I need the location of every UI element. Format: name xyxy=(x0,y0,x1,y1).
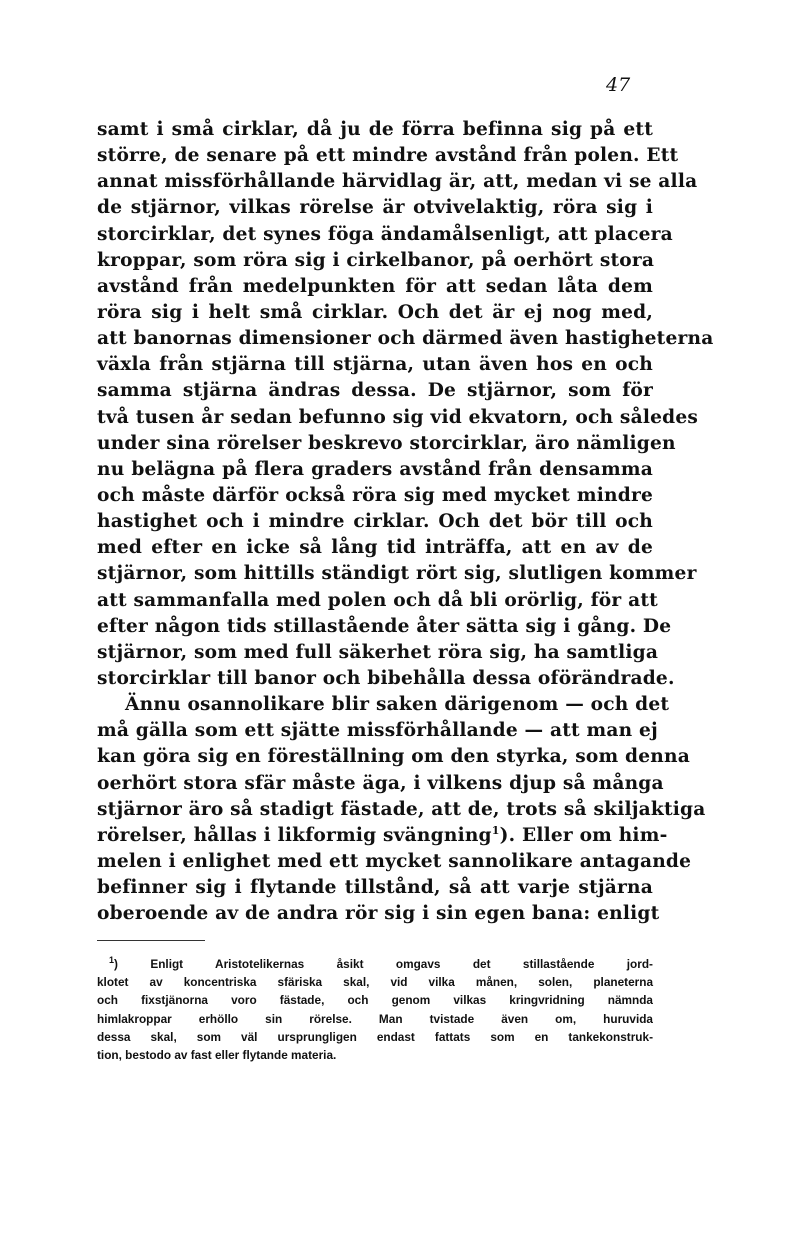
footnote-line xyxy=(97,955,653,973)
text-line: med efter en icke så lång tid inträffa, att en av de xyxy=(97,537,653,559)
text-line: samt i små cirklar, då ju de förra befinna sig på ett xyxy=(97,119,653,140)
footnote-marker: $^1$) xyxy=(109,955,118,971)
page-number: 47 xyxy=(606,74,631,96)
text-line: röra sig i helt små cirklar. Och det är ej nog med, xyxy=(97,301,653,323)
text-line: två tusen år sedan befunno sig vid ekvatorn, och således xyxy=(97,406,699,428)
text-line: kroppar, som röra sig i cirkelbanor, på oerhört stora xyxy=(97,249,655,271)
text-line: befinner sig i flytande tillstånd, så att varje stjärna xyxy=(97,877,653,899)
footnote-text: Enligt Aristotelikernas åsikt omgavs det stillastående jord- xyxy=(150,957,653,971)
text-line: avstånd från medelpunkten för att sedan låta dem xyxy=(97,275,653,297)
text-line: kan göra sig en föreställning om den styrka, som denna xyxy=(97,746,690,768)
body-text xyxy=(97,117,714,927)
text-line: att sammanfalla med polen och då bli orörlig, för att xyxy=(97,589,658,611)
text-line: efter någon tids stillastående åter sätta sig i gång. De xyxy=(97,615,672,637)
text-line-with-footnote-ref xyxy=(97,823,668,849)
text-line: oberoende av de andra rör sig i sin egen bana: enligt xyxy=(97,903,660,925)
text-line: Ännu osannolikare blir saken därigenom — och det xyxy=(125,694,670,716)
text-segment: ). Eller om him- xyxy=(499,824,668,846)
text-line: melen i enlighet med ett mycket sannolikare antagande xyxy=(97,850,692,872)
text-line: de stjärnor, vilkas rörelse är otvivelaktig, röra sig i xyxy=(97,197,653,219)
text-line: annat missförhållande härvidlag är, att, medan vi se alla xyxy=(97,171,698,193)
footnote xyxy=(97,955,653,1064)
footnote-reference[interactable]: 1 xyxy=(491,823,500,837)
footnote-line: tion, bestodo av fast eller flytande materia. xyxy=(97,1047,337,1062)
text-line: hastighet och i mindre cirklar. Och det bör till och xyxy=(97,511,653,533)
text-line: växla från stjärna till stjärna, utan även hos en och xyxy=(97,354,653,376)
footnote-line: och fixstjänorna voro fästade, och genom vilkas kringvridning nämnda xyxy=(97,993,653,1008)
text-line: samma stjärna ändras dessa. De stjärnor, som för xyxy=(97,380,653,402)
text-line: må gälla som ett sjätte missförhållande — att man ej xyxy=(97,720,658,742)
text-line: större, de senare på ett mindre avstånd från polen. Ett xyxy=(97,145,679,167)
text-line: stjärnor, som hittills ständigt rört sig, slutligen kommer xyxy=(97,563,697,585)
footnote-line: dessa skal, som väl ursprungligen endast fattats som en tankekonstruk- xyxy=(97,1029,653,1044)
footnote-line: himlakroppar erhöllo sin rörelse. Man tvistade även om, huruvida xyxy=(97,1011,653,1026)
paragraph-2 xyxy=(97,692,706,927)
text-line: stjärnor, som med full säkerhet röra sig, ha samtliga xyxy=(97,641,659,663)
text-line: och måste därför också röra sig med mycket mindre xyxy=(97,484,653,506)
text-line: oerhört stora sfär måste äga, i vilkens djup så många xyxy=(97,772,664,794)
footnote-separator xyxy=(97,940,205,941)
text-line: att banornas dimensioner och därmed även hastigheterna xyxy=(97,328,714,350)
text-line: storcirklar till banor och bibehålla dessa oförändrade. xyxy=(97,667,675,689)
paragraph-1 xyxy=(97,117,714,692)
footnote-line: klotet av koncentriska sfäriska skal, vid vilka månen, solen, planeterna xyxy=(97,975,653,990)
text-line: stjärnor äro så stadigt fästade, att de, trots så skiljaktiga xyxy=(97,798,706,820)
text-line: nu belägna på flera graders avstånd från densamma xyxy=(97,458,653,480)
text-line: under sina rörelser beskrevo storcirklar, äro nämligen xyxy=(97,432,676,454)
text-line: storcirklar, det synes föga ändamålsenligt, att placera xyxy=(97,223,673,245)
text-segment: rörelser, hållas i likformig svängning xyxy=(97,824,492,846)
